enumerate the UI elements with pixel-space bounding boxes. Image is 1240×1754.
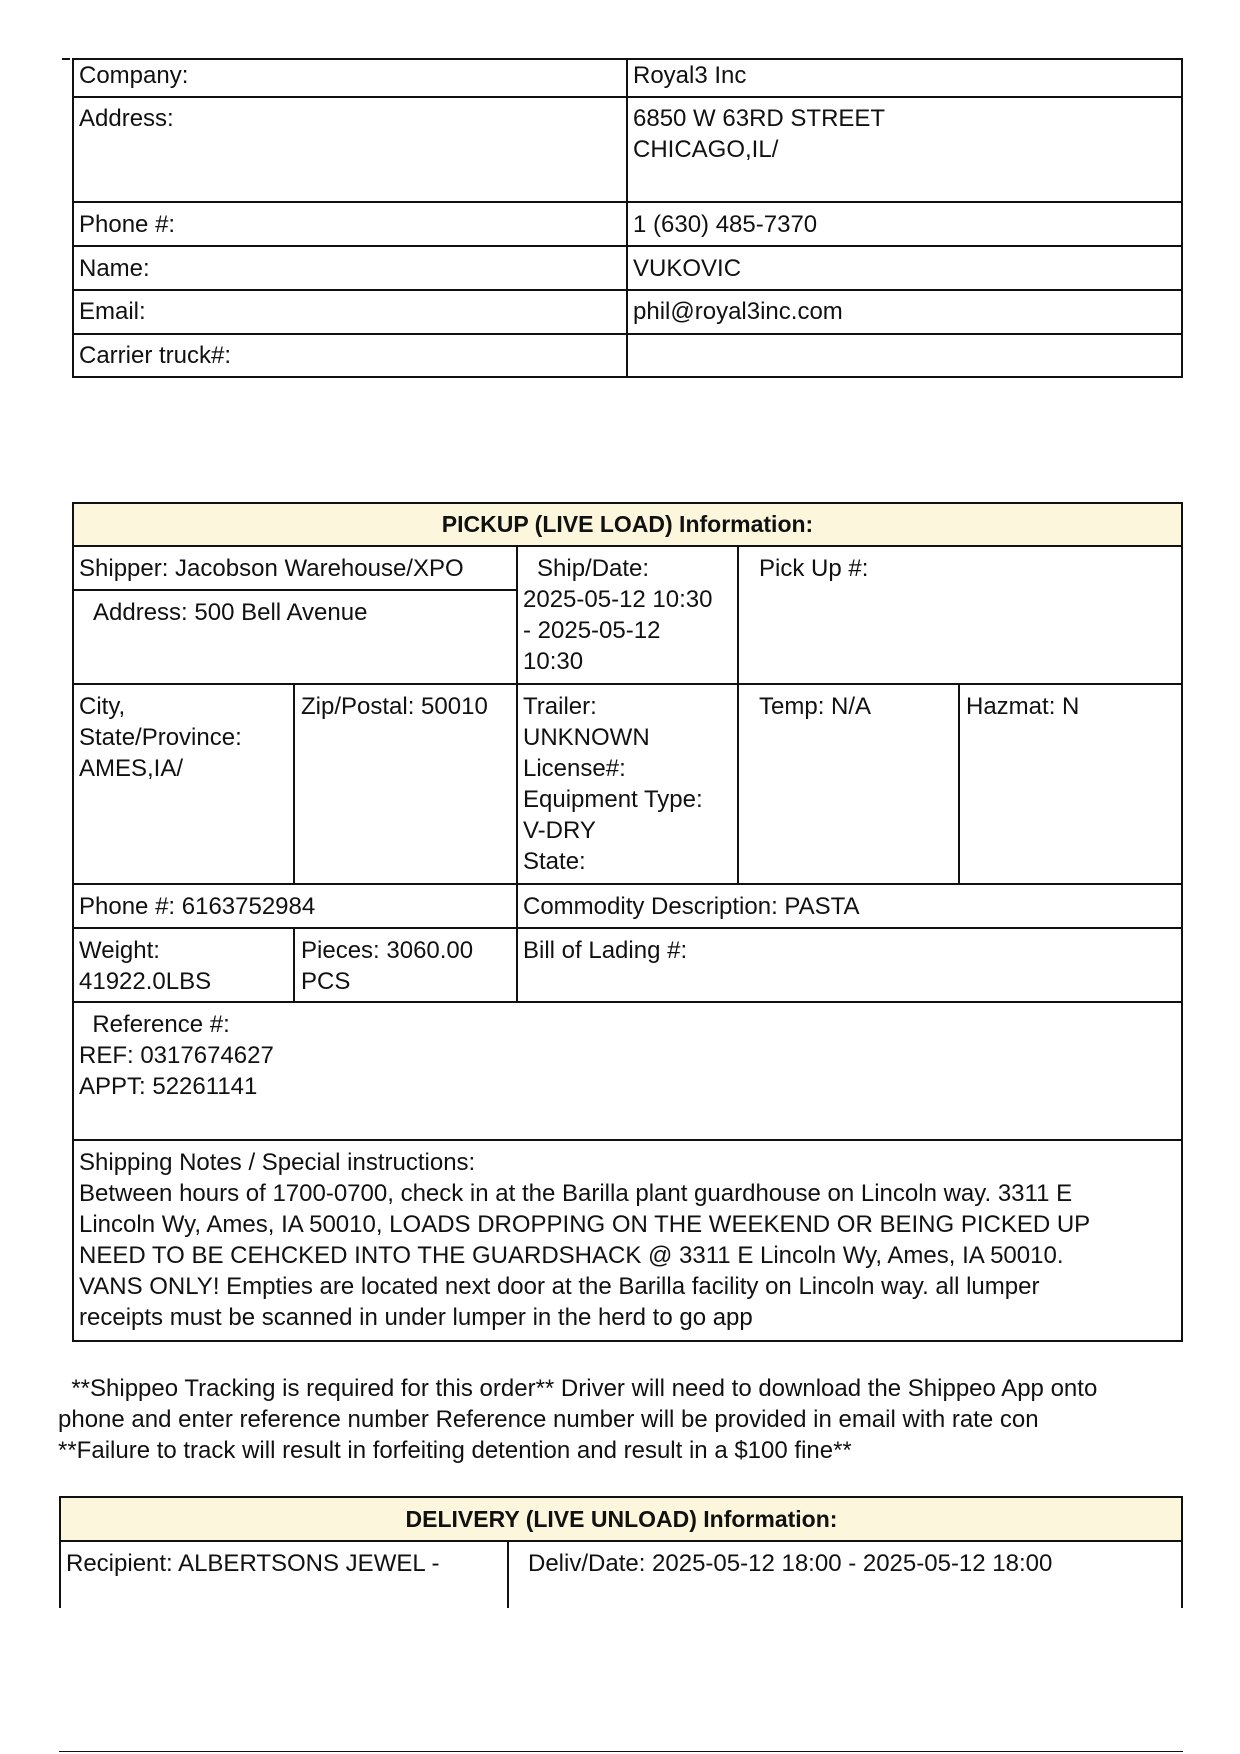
- row-line: [72, 245, 1183, 247]
- phone-label: Phone #:: [79, 211, 176, 238]
- col-line: [293, 683, 295, 883]
- col-line: [516, 545, 518, 1001]
- footer-rule: [59, 1751, 1183, 1752]
- phone-value: 1 (630) 485-7370: [633, 211, 818, 238]
- trailer-field: Trailer: UNKNOWN License#: Equipment Type: V-DRY State:: [523, 693, 703, 875]
- table-tick: [62, 58, 70, 60]
- delivery-header: DELIVERY (LIVE UNLOAD) Information:: [61, 1498, 1182, 1541]
- temp-field: Temp: N/A: [759, 693, 872, 720]
- address-value: 6850 W 63RD STREET CHICAGO,IL/: [633, 105, 886, 163]
- name-value: VUKOVIC: [633, 255, 742, 282]
- reference-field: Reference #: REF: 0317674627 APPT: 52261141: [79, 1011, 274, 1100]
- shipper-phone-field: Phone #: 6163752984: [79, 893, 316, 920]
- shipper-field: Shipper: Jacobson Warehouse/XPO: [79, 555, 464, 582]
- shipper-address-field: Address: 500 Bell Avenue: [93, 599, 368, 626]
- truck-label: Carrier truck#:: [79, 342, 232, 369]
- col-line: [59, 1496, 61, 1608]
- col-line: [958, 683, 960, 883]
- row-line: [72, 1001, 1183, 1003]
- tracking-note: **Shippeo Tracking is required for this order** Driver will need to download the Shippeo App onto phone and enter reference number Reference number will be provided in email with rate con **Failure to track will result in forfeiting detention and result in a $100 fine**: [58, 1375, 1098, 1464]
- company-label: Company:: [79, 62, 189, 89]
- col-line: [737, 545, 739, 883]
- row-line: [72, 201, 1183, 203]
- commodity-field: Commodity Description: PASTA: [523, 893, 860, 920]
- name-label: Name:: [79, 255, 150, 282]
- row-line: [72, 683, 1183, 685]
- row-line: [72, 96, 1183, 98]
- pickup-header: PICKUP (LIVE LOAD) Information:: [73, 503, 1182, 546]
- pickup-number-field: Pick Up #:: [759, 555, 869, 582]
- row-line: [72, 589, 518, 591]
- row-line: [72, 333, 1183, 335]
- recipient-field: Recipient: ALBERTSONS JEWEL -: [66, 1550, 440, 1577]
- carrier-table-divider: [626, 58, 628, 378]
- row-line: [59, 1540, 1183, 1542]
- row-line: [72, 927, 1183, 929]
- hazmat-field: Hazmat: N: [966, 693, 1080, 720]
- deliv-date-field: Deliv/Date: 2025-05-12 18:00 - 2025-05-12 18:00: [528, 1550, 1053, 1577]
- col-line: [1181, 1496, 1183, 1608]
- ship-date-field: Ship/Date: 2025-05-12 10:30 - 2025-05-12 10:30: [523, 555, 713, 675]
- col-line: [507, 1540, 509, 1608]
- row-line: [72, 545, 1183, 547]
- weight-field: Weight: 41922.0LBS: [79, 937, 212, 995]
- bill-of-lading-field: Bill of Lading #:: [523, 937, 688, 964]
- city-field: City, State/Province: AMES,IA/: [79, 693, 242, 782]
- email-value: phil@royal3inc.com: [633, 298, 843, 325]
- row-line: [72, 289, 1183, 291]
- email-label: Email:: [79, 298, 146, 325]
- company-value: Royal3 Inc: [633, 62, 747, 89]
- shipping-notes: Shipping Notes / Special instructions: Between hours of 1700-0700, check in at the Barilla plant guardhouse on Lincoln way. 3311 E Lincoln Wy, Ames, IA 50010, LOADS DROPPING ON THE WEEKEND OR BEING PICKED UP NEED TO BE CEHCKED INTO THE GUARDSHACK @ 3311 E Lincoln Wy, Ames, IA 50010. VANS ONLY! Empties are located next door at the Barilla facility on Lincoln way. all lumper receipts must be scanned in under lumper in the herd to go app: [79, 1149, 1091, 1331]
- pieces-field: Pieces: 3060.00 PCS: [301, 937, 474, 995]
- col-line: [293, 927, 295, 1001]
- address-label: Address:: [79, 105, 174, 132]
- row-line: [72, 883, 1183, 885]
- row-line: [72, 1139, 1183, 1141]
- row-line: [59, 1496, 1183, 1498]
- zip-field: Zip/Postal: 50010: [301, 693, 488, 720]
